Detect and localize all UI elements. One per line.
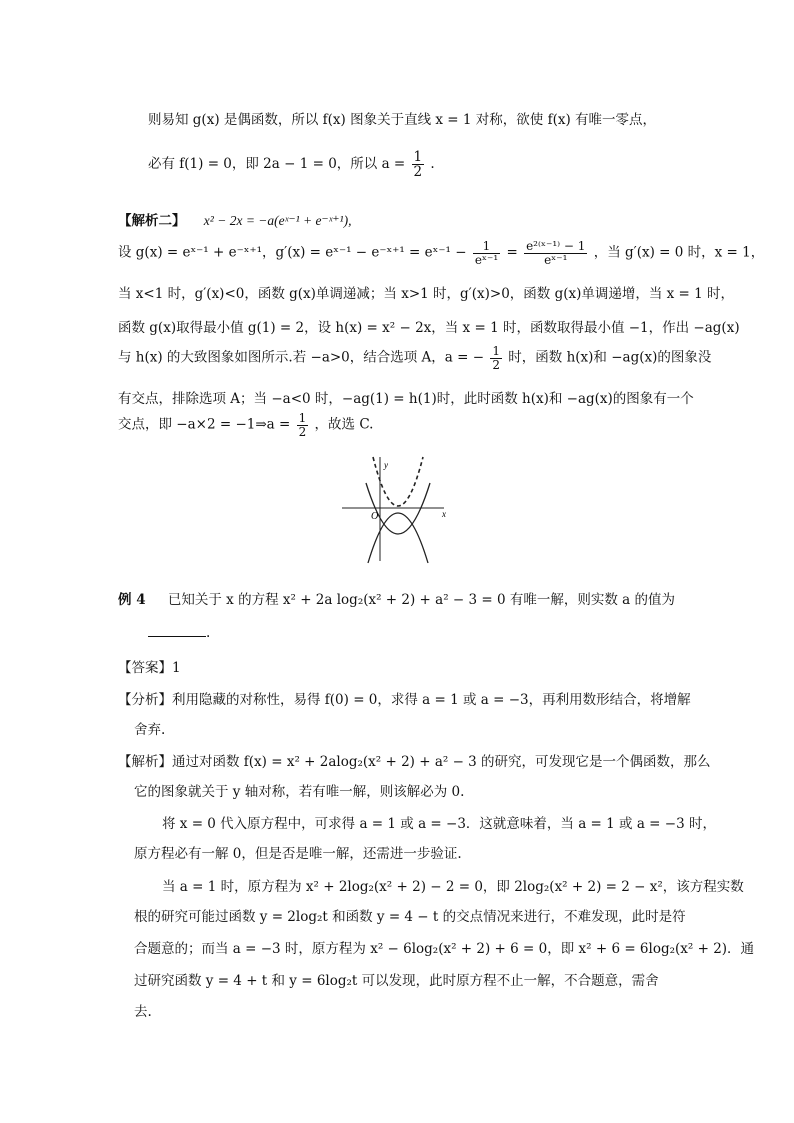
fraction-derivative-1 xyxy=(473,240,500,266)
fraction-denominator: eˣ⁻¹ xyxy=(544,252,568,267)
solution-line-6: 根的研究可能过函数 y = 2log₂t 和函数 y = 4 − t 的交点情况来进行，不难发现，此时是符 xyxy=(134,909,686,925)
y-axis-label: y xyxy=(384,460,388,470)
fraction-one-half xyxy=(490,345,502,371)
fraction-denominator: 2 xyxy=(413,164,423,181)
text-line-9-main: 交点，即 −a×2 = −1⇒a = xyxy=(118,416,291,433)
function-graph xyxy=(340,453,452,565)
example-4-label: 例 4 xyxy=(118,592,146,608)
answer-line: 【答案】1 xyxy=(118,660,181,676)
example-4-question xyxy=(118,588,675,608)
derivative-text-end: ，当 g′(x) = 0 时，x = 1， xyxy=(593,244,765,261)
solution-two-header xyxy=(118,209,351,229)
text-line-1: 则易知 g(x) 是偶函数，所以 f(x) 图象关于直线 x = 1 对称，欲使 f(x) 有唯一零点， xyxy=(148,112,657,128)
x-axis-label: x xyxy=(442,509,446,519)
text-line-6: 函数 g(x)取得最小值 g(1) = 2，设 h(x) = x² − 2x，当 x = 1 时，函数取得最小值 −1，作出 −ag(x) xyxy=(118,320,740,336)
solution-line-7: 合题意的；而当 a = −3 时，原方程为 x² − 6log₂(x² + 2) + 6 = 0，即 x² + 6 = 6log₂(x² + 2)．通 xyxy=(134,941,755,957)
text-line-7 xyxy=(118,345,711,371)
fraction-denominator: 2 xyxy=(298,424,307,439)
derivative-text: 设 g(x) = eˣ⁻¹ + e⁻ˣ⁺¹，g′(x) = eˣ⁻¹ − e⁻ˣ⁺¹ = eˣ⁻¹ − xyxy=(118,244,467,261)
text-line-8: 有交点，排除选项 A；当 −a<0 时，−ag(1) = h(1)时，此时函数 h(x)和 −ag(x)的图象有一个 xyxy=(118,391,694,407)
equals-sign: = xyxy=(506,244,518,261)
text-line-7-end: 时，函数 h(x)和 −ag(x)的图象没 xyxy=(508,349,712,366)
analysis-line-2: 舍弃. xyxy=(134,722,166,738)
fraction-numerator: 1 xyxy=(413,149,423,165)
text-line-9 xyxy=(118,412,373,438)
fraction-denominator: eˣ⁻¹ xyxy=(474,252,499,267)
fraction-denominator: 2 xyxy=(492,357,500,372)
solution-two-label: 【解析二】 xyxy=(118,213,186,229)
solution-line-2: 它的图象就关于 y 轴对称，若有唯一解，则该解必为 0. xyxy=(134,784,465,800)
text-line-2 xyxy=(148,150,435,179)
solution-line-3: 将 x = 0 代入原方程中，可求得 a = 1 或 a = −3．这就意味着，当 a = 1 或 a = −3 时， xyxy=(162,816,716,832)
fraction-numerator: e²⁽ˣ⁻¹⁾ − 1 xyxy=(526,239,586,253)
text-line-derivative xyxy=(118,240,764,266)
analysis-line-1: 【分析】利用隐藏的对称性，易得 f(0) = 0，求得 a = 1 或 a = −3，再利用数形结合，将增解 xyxy=(118,692,691,708)
fraction-one-half xyxy=(412,150,425,179)
text-line-2-main: 必有 f(1) = 0，即 2a − 1 = 0，所以 a = xyxy=(148,156,406,173)
example-4-text: 已知关于 x 的方程 x² + 2a log₂(x² + 2) + a² − 3 = 0 有唯一解，则实数 a 的值为 xyxy=(167,592,676,608)
text-line-9-end: ，故选 C. xyxy=(314,416,374,433)
solution-line-8: 过研究函数 y = 4 + t 和 y = 6log₂t 可以发现，此时原方程不止一解，不合题意，需舍 xyxy=(134,973,659,989)
text-line-5: 当 x<1 时，g′(x)<0，函数 g(x)单调递减；当 x>1 时，g′(x)>0，函数 g(x)单调递增，当 x = 1 时， xyxy=(118,286,735,302)
fraction-numerator: 1 xyxy=(492,344,500,358)
origin-label: O xyxy=(371,511,379,522)
fraction-derivative-2 xyxy=(524,240,587,266)
answer-blank xyxy=(148,624,206,637)
blank-end: . xyxy=(206,625,211,641)
solution-line-9: 去. xyxy=(134,1004,152,1020)
text-line-2-end: . xyxy=(430,156,435,173)
solution-line-4: 原方程必有一解 0，但是否是唯一解，还需进一步验证. xyxy=(134,846,462,862)
fraction-numerator: 1 xyxy=(298,411,307,425)
answer-blank-line xyxy=(148,624,210,641)
solution-two-equation: x² − 2x = −a(eˣ⁻¹ + e⁻ˣ⁺¹), xyxy=(203,213,352,228)
solution-line-1: 【解析】通过对函数 f(x) = x² + 2alog₂(x² + 2) + a² − 3 的研究，可发现它是一个偶函数，那么 xyxy=(118,754,711,770)
text-line-7-main: 与 h(x) 的大致图象如图所示.若 −a>0，结合选项 A，a = − xyxy=(118,349,485,366)
solution-line-5: 当 a = 1 时，原方程为 x² + 2log₂(x² + 2) − 2 = 0，即 2log₂(x² + 2) = 2 − x²，该方程实数 xyxy=(162,879,744,895)
fraction-numerator: 1 xyxy=(473,240,500,254)
fraction-one-half xyxy=(297,412,309,438)
